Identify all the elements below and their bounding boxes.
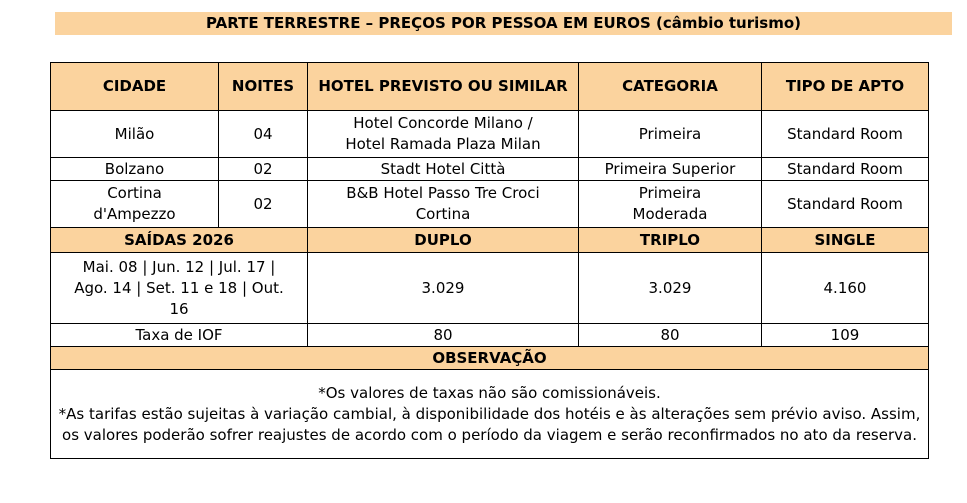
header-noites: NOITES xyxy=(219,63,308,111)
city-cell: Bolzano xyxy=(51,158,219,181)
header-duplo: DUPLO xyxy=(308,228,579,253)
table-row xyxy=(51,324,929,347)
room-cell: Standard Room xyxy=(762,111,929,158)
hotel-line: Hotel Concorde Milano / xyxy=(353,114,533,132)
hotel-cell: Stadt Hotel Città xyxy=(308,158,579,181)
pricing-table xyxy=(50,62,929,459)
header-triplo: TRIPLO xyxy=(579,228,762,253)
observation-header: OBSERVAÇÃO xyxy=(51,347,929,370)
tax-single: 109 xyxy=(762,324,929,347)
category-cell: Primeira Superior xyxy=(579,158,762,181)
observation-row xyxy=(51,370,929,459)
header-cidade: CIDADE xyxy=(51,63,219,111)
city-line: Cortina xyxy=(107,184,162,202)
hotel-line: B&B Hotel Passo Tre Croci xyxy=(346,184,540,202)
hotel-cell xyxy=(308,111,579,158)
price-triplo: 3.029 xyxy=(579,253,762,324)
category-line: Moderada xyxy=(632,205,708,223)
prices-header-row xyxy=(51,228,929,253)
dates-line: Mai. 08 | Jun. 12 | Jul. 17 | xyxy=(82,257,276,276)
nights-cell: 02 xyxy=(219,158,308,181)
table-row xyxy=(51,181,929,228)
observation-line: *Os valores de taxas não são comissionáveis. xyxy=(318,383,661,402)
observation-text xyxy=(51,370,929,459)
header-single: SINGLE xyxy=(762,228,929,253)
city-cell xyxy=(51,181,219,228)
header-tipo-apto: TIPO DE APTO xyxy=(762,63,929,111)
room-cell: Standard Room xyxy=(762,181,929,228)
hotel-cell xyxy=(308,181,579,228)
tax-label-cell: Taxa de IOF xyxy=(51,324,308,347)
header-hotel: HOTEL PREVISTO OU SIMILAR xyxy=(308,63,579,111)
header-saidas: SAÍDAS 2026 xyxy=(51,228,308,253)
departure-dates-cell xyxy=(51,253,308,324)
table-row xyxy=(51,158,929,181)
category-line: Primeira xyxy=(638,184,702,202)
header-categoria: CATEGORIA xyxy=(579,63,762,111)
hotels-header-row xyxy=(51,63,929,111)
dates-line: Ago. 14 | Set. 11 e 18 | Out. xyxy=(74,278,284,297)
tax-duplo: 80 xyxy=(308,324,579,347)
nights-cell: 04 xyxy=(219,111,308,158)
table-row xyxy=(51,253,929,324)
price-single: 4.160 xyxy=(762,253,929,324)
observation-header-row xyxy=(51,347,929,370)
tax-triplo: 80 xyxy=(579,324,762,347)
page-title: PARTE TERRESTRE – PREÇOS POR PESSOA EM EUROS (câmbio turismo) xyxy=(55,12,952,35)
city-cell: Milão xyxy=(51,111,219,158)
hotel-line: Cortina xyxy=(415,205,471,223)
dates-line: 16 xyxy=(169,299,189,318)
category-cell xyxy=(579,181,762,228)
price-duplo: 3.029 xyxy=(308,253,579,324)
nights-cell: 02 xyxy=(219,181,308,228)
observation-line: *As tarifas estão sujeitas à variação cambial, à disponibilidade dos hotéis e às alterações sem prévio aviso. Assim, os valores poderão sofrer reajustes de acordo com o período da viagem e serão reconfirmados no ato da reserva. xyxy=(58,404,921,444)
table-row xyxy=(51,111,929,158)
category-cell: Primeira xyxy=(579,111,762,158)
city-line: d'Ampezzo xyxy=(93,205,176,223)
room-cell: Standard Room xyxy=(762,158,929,181)
hotel-line: Hotel Ramada Plaza Milan xyxy=(345,135,541,153)
